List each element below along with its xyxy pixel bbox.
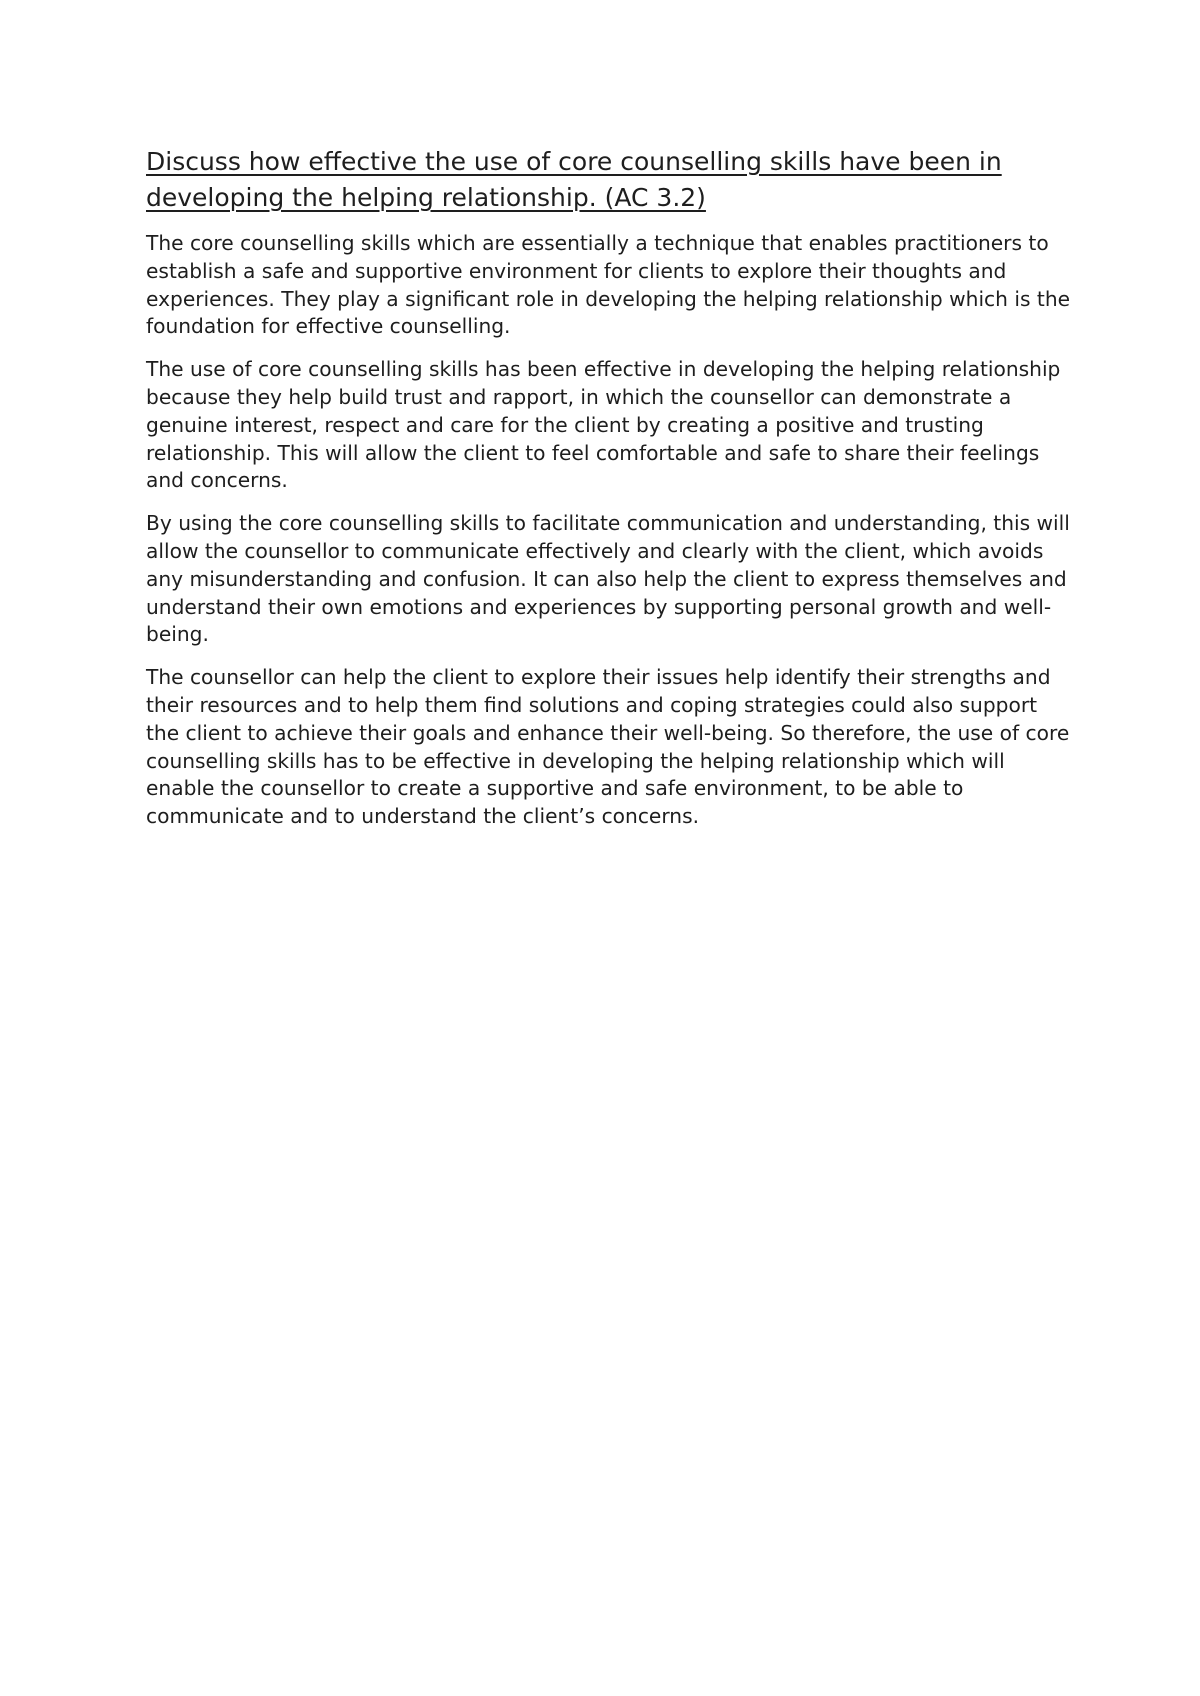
paragraph-1: The core counselling skills which are essentially a technique that enables practitioners to establish a safe and supportive environment for clients to explore their thoughts and experiences. They play a significant role in developing the helping relationship which is the foundation for effective counselling. [146, 231, 1071, 339]
document-body [146, 144, 1071, 846]
document-heading: Discuss how effective the use of core counselling skills have been in developing the helping relationship. (AC 3.2) [146, 147, 1002, 212]
paragraph-2: The use of core counselling skills has been effective in developing the helping relationship because they help build trust and rapport, in which the counsellor can demonstrate a genuine interest, respect and care for the client by creating a positive and trusting relationship. This will allow the client to feel comfortable and safe to share their feelings and concerns. [146, 357, 1061, 493]
paragraph-3: By using the core counselling skills to facilitate communication and understanding, this will allow the counsellor to communicate effectively and clearly with the client, which avoids any misunderstanding and confusion. It can also help the client to express themselves and understand their own emotions and experiences by supporting personal growth and well-being. [146, 511, 1070, 647]
paragraph-4: The counsellor can help the client to explore their issues help identify their strengths and their resources and to help them find solutions and coping strategies could also support the client to achieve their goals and enhance their well-being. So therefore, the use of core counselling skills has to be effective in developing the helping relationship which will enable the counsellor to create a supportive and safe environment, to be able to communicate and to understand the client’s concerns. [146, 665, 1070, 829]
